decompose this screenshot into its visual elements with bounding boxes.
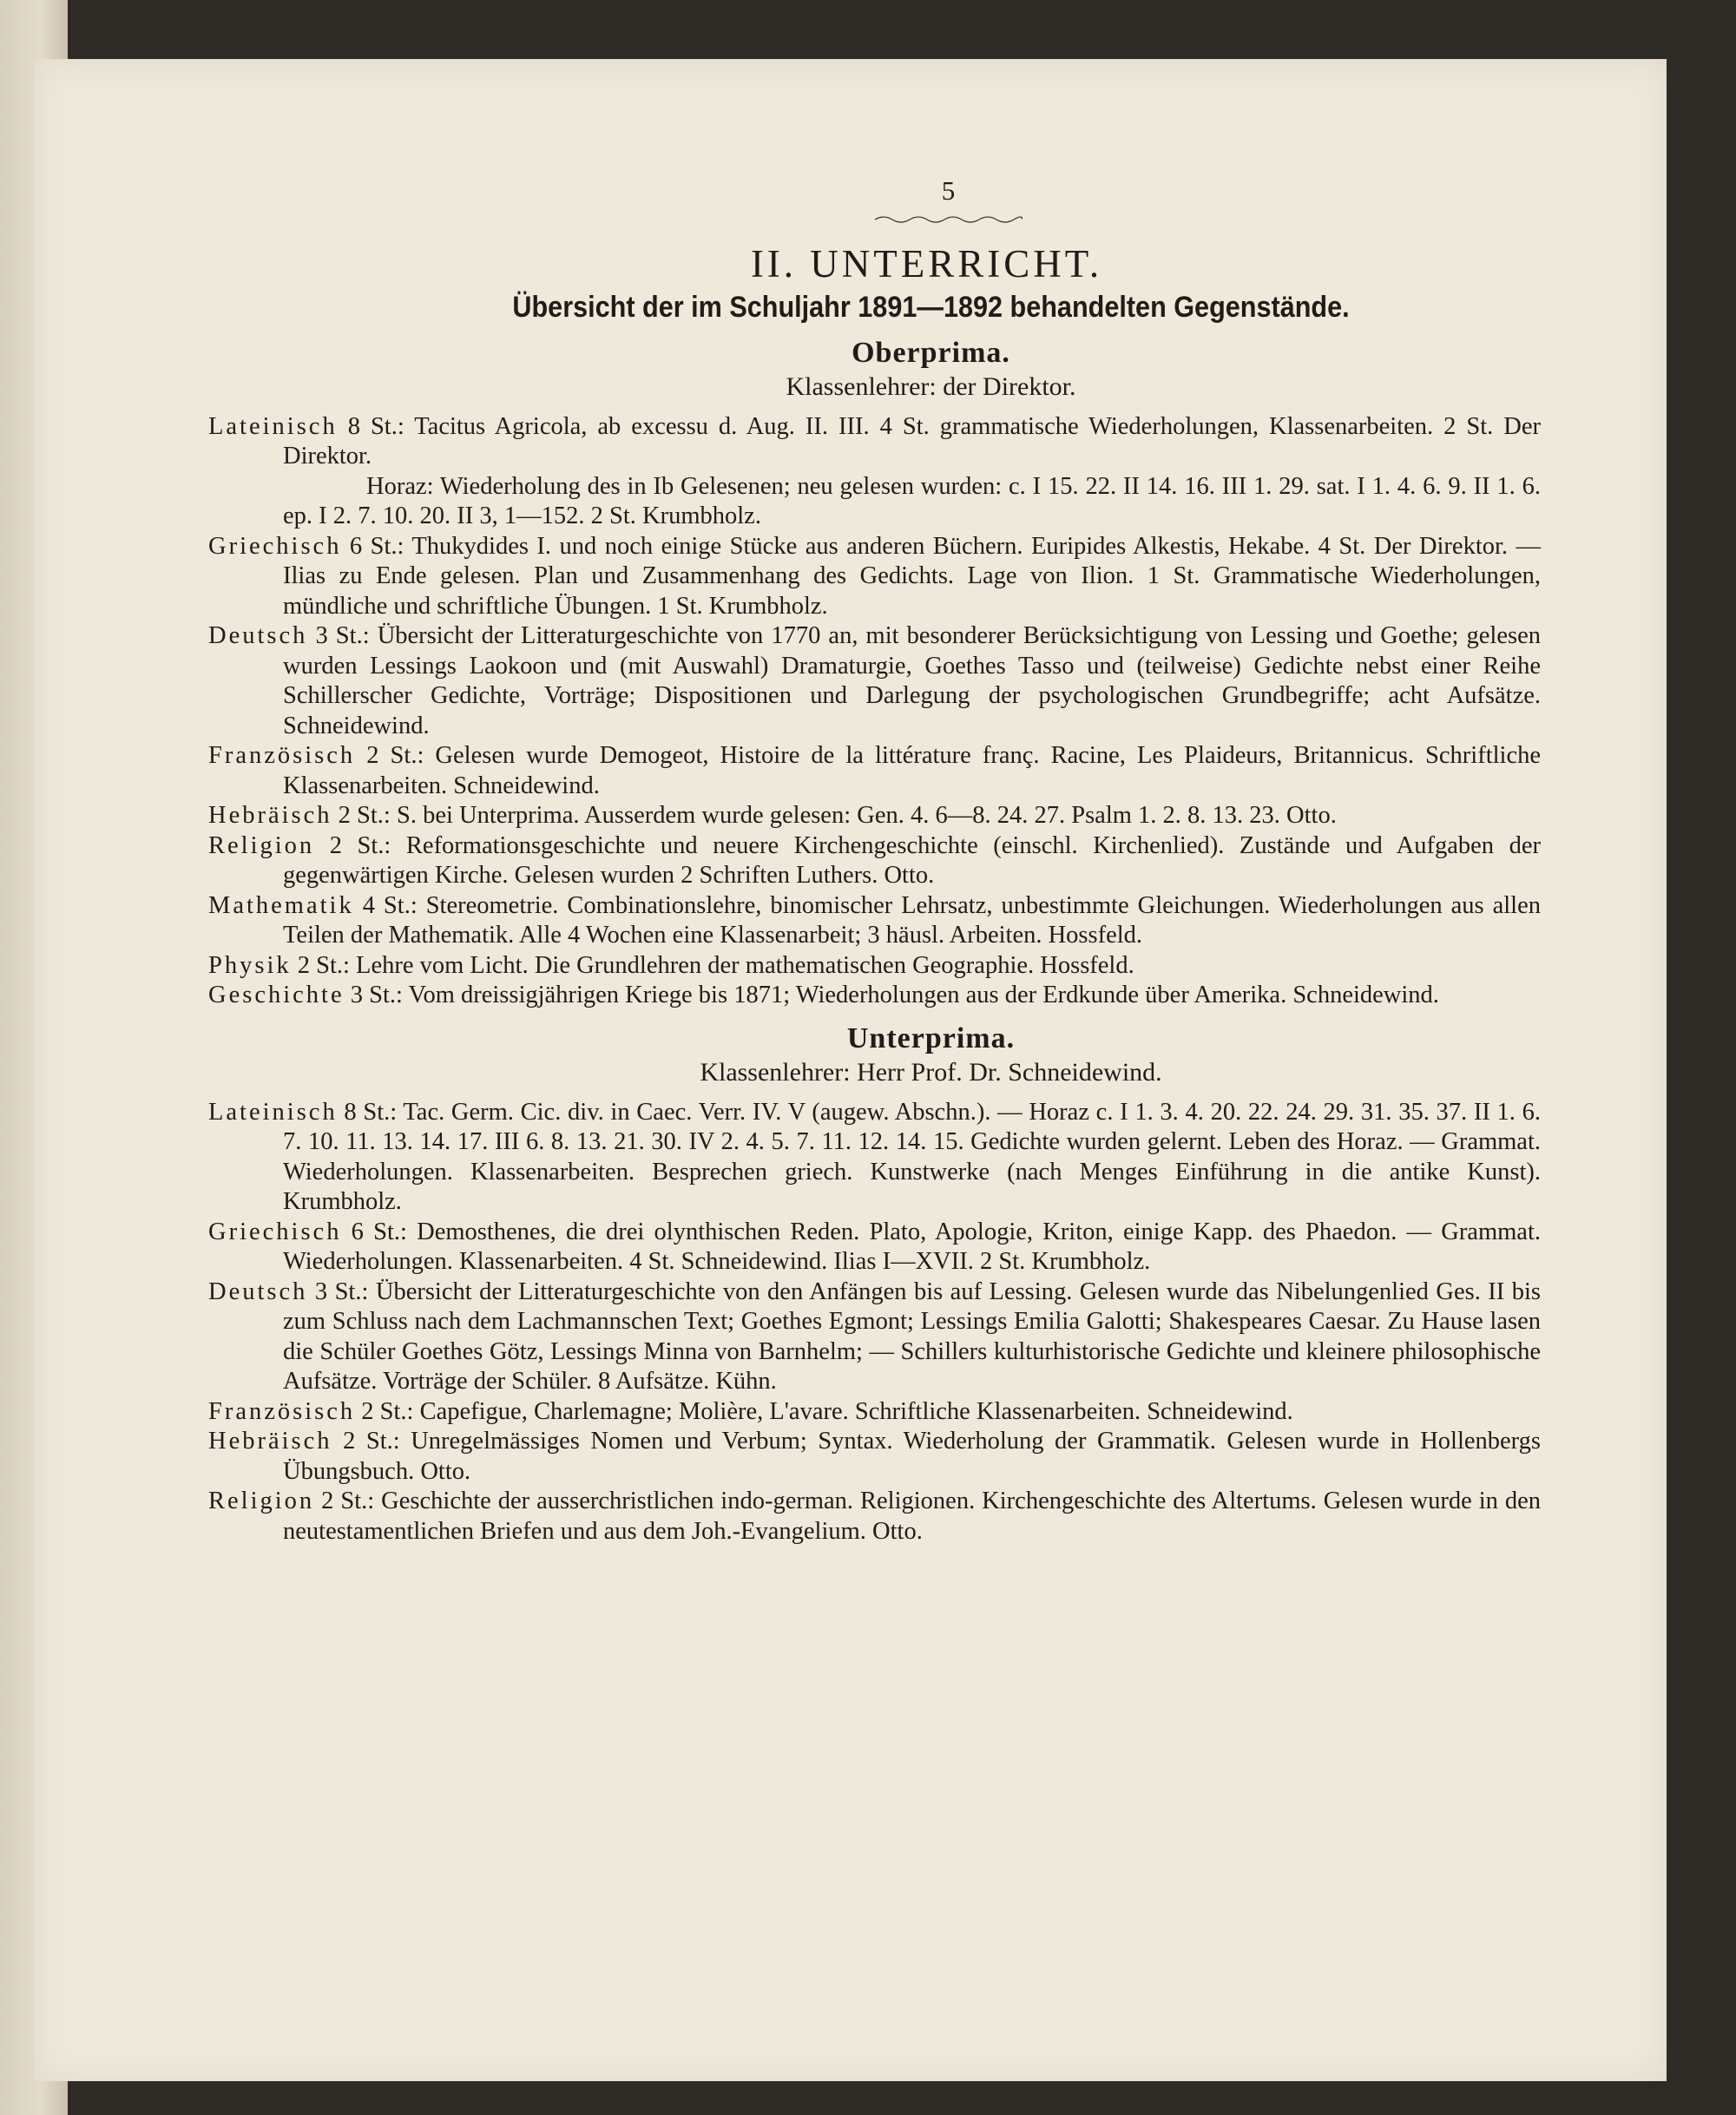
subject-text: 2 St.: S. bei Unterprima. Ausserdem wurde gelesen: Gen. 4. 6—8. 24. 27. Psalm 1. 2. 8. 13. 23. Otto. — [332, 802, 1337, 829]
document-page — [35, 59, 1667, 2081]
wavy-line-icon — [875, 214, 1023, 225]
subject-name: Religion — [208, 831, 315, 859]
subject-text: 2 St.: Geschichte der ausserchristlichen indo-german. Religionen. Kirchengeschichte des Altertums. Gelesen wurde in den neutestamentlichen Briefen und aus dem Joh.-Evangelium. Otto. — [283, 1488, 1541, 1545]
subject-entry — [208, 1427, 1541, 1487]
subject-name: Hebräisch — [208, 1428, 332, 1455]
subject-text: 6 St.: Demosthenes, die drei olynthischen Reden. Plato, Apologie, Kriton, einige Kapp. des Phaedon. — Grammat. Wiederholungen. Klassenarbeiten. 4 St. Schneidewind. Ilias I—XVII. 2 St. Krumbholz. — [283, 1218, 1541, 1275]
class-sections — [208, 336, 1541, 1547]
subject-text: 4 St.: Stereometrie. Combinationslehre, binomischer Lehrsatz, unbestimmte Gleichungen. Wiederholungen aus allen Teilen der Mathematik. Alle 4 Wochen eine Klassenarbeit; 3 häusl. Arbeiten. Hossfeld. — [283, 891, 1541, 949]
class-heading: Oberprima. — [852, 336, 1010, 369]
subject-entry — [208, 472, 1541, 532]
class-teacher: Klassenlehrer: der Direktor. — [786, 371, 1076, 401]
subject-name: Physik — [208, 951, 292, 979]
class-teacher: Klassenlehrer: Herr Prof. Dr. Schneidewind. — [700, 1057, 1162, 1087]
subject-text: 8 St.: Tac. Germ. Cic. div. in Caec. Verr. IV. V (augew. Abschn.). — Horaz c. I 1. 3. 4. 20. 22. 24. 29. 31. 35. 37. II 1. 6. 7. 10. 11. 13. 14. 17. III 6. 8. 13. 21. 30. IV 2. 4. 5. 7. 11. 12. 14. 15. Gedichte wurden gelernt. Leben des Horaz. — Grammat. Wiederholungen. Klassenarbeiten. Besprechen griech. Kunstwerke (nach Menges Einführung in die antike Kunst). Krumbholz. — [283, 1098, 1541, 1215]
page-content — [208, 175, 1541, 1547]
subject-name: Französisch — [208, 742, 356, 769]
subject-name: Deutsch — [208, 1278, 308, 1305]
ornament-divider — [356, 203, 1541, 233]
subject-text: 8 St.: Tacitus Agricola, ab excessu d. Aug. II. III. 4 St. grammatische Wiederholungen, Klassenarbeiten. 2 St. Der Direktor. — [283, 412, 1541, 470]
subject-text: 2 St.: Lehre vom Licht. Die Grundlehren der mathematischen Geographie. Hossfeld. — [291, 951, 1134, 979]
subject-name: Griechisch — [208, 1218, 342, 1245]
subject-text: 2 St.: Gelesen wurde Demogeot, Histoire de la littérature franç. Racine, Les Plaideurs, Britannicus. Schriftliche Klassenarbeiten. Schneidewind. — [283, 742, 1541, 799]
section-title: II. UNTERRICHT. — [750, 241, 1103, 286]
subject-entry — [208, 1397, 1541, 1428]
subject-name: Lateinisch — [208, 412, 338, 440]
subject-entry — [208, 412, 1541, 472]
subject-entry — [208, 951, 1541, 982]
page-number: 5 — [941, 175, 956, 206]
subject-entry — [208, 1278, 1541, 1397]
overview-title: Übersicht der im Schuljahr 1891—1892 behandelten Gegenstände. — [512, 290, 1350, 324]
subject-text: 3 St.: Übersicht der Litteraturgeschichte von 1770 an, mit besonderer Berücksichtigung von Lessing und Goethe; gelesen wurden Lessings Laokoon und (mit Auswahl) Dramaturgie, Goethes Tasso und (teilweise) Gedichte nebst einer Reihe Schillerscher Gedichte, Vorträge; Dispositionen und Darlegung der psychologischen Grundbegriffe; acht Aufsätze. Schneidewind. — [283, 622, 1541, 739]
subject-name: Lateinisch — [208, 1098, 338, 1126]
subject-text: 3 St.: Vom dreissigjährigen Kriege bis 1871; Wiederholungen aus der Erdkunde über Amerika. Schneidewind. — [344, 982, 1439, 1008]
subject-entry — [208, 532, 1541, 622]
subject-name: Hebräisch — [208, 802, 332, 829]
subject-entry — [208, 801, 1541, 831]
subject-text: 2 St.: Unregelmässiges Nomen und Verbum; Syntax. Wiederholung der Grammatik. Gelesen wurde in Hollenbergs Übungsbuch. Otto. — [283, 1428, 1541, 1485]
class-heading: Unterprima. — [846, 1021, 1016, 1054]
subject-name: Religion — [208, 1488, 315, 1514]
subject-name: Mathematik — [208, 891, 354, 919]
subject-name: Deutsch — [208, 622, 308, 649]
subject-name: Französisch — [208, 1397, 356, 1425]
subject-entry — [208, 1098, 1541, 1218]
subject-name: Griechisch — [208, 532, 342, 560]
subject-entry — [208, 891, 1541, 951]
subject-entry — [208, 831, 1541, 891]
subject-text: 2 St.: Reformationsgeschichte und neuere Kirchengeschichte (einschl. Kirchenlied). Zustände und Aufgaben der gegenwärtigen Kirche. Gelesen wurden 2 Schriften Luthers. Otto. — [283, 831, 1541, 889]
subject-name: Geschichte — [208, 982, 345, 1008]
subject-text: 2 St.: Capefigue, Charlemagne; Molière, L'avare. Schriftliche Klassenarbeiten. Schneidewind. — [355, 1397, 1293, 1425]
subject-text: 3 St.: Übersicht der Litteraturgeschichte von den Anfängen bis auf Lessing. Gelesen wurde das Nibelungenlied Ges. II bis zum Schluss nach dem Lachmannschen Text; Goethes Egmont; Lessings Emilia Galotti; Shakespeares Caesar. Zu Hause lasen die Schüler Goethes Götz, Lessings Minna von Barnhelm; — Schillers kulturhistorische Gedichte und kleinere philosophische Aufsätze. Vorträge der Schüler. 8 Aufsätze. Kühn. — [283, 1278, 1541, 1395]
subject-text: 6 St.: Thukydides I. und noch einige Stücke aus anderen Büchern. Euripides Alkestis, Hekabe. 4 St. Der Direktor. — Ilias zu Ende gelesen. Plan und Zusammenhang des Gedichts. Lage von Ilion. 1 St. Grammatische Wiederholungen, mündliche und schriftliche Übungen. 1 St. Krumbholz. — [283, 532, 1541, 620]
subject-entry — [208, 1487, 1541, 1547]
subject-entry — [208, 621, 1541, 741]
subject-entry — [208, 981, 1541, 1011]
subject-entry — [208, 1218, 1541, 1278]
subject-entry — [208, 741, 1541, 801]
subject-text: Horaz: Wiederholung des in Ib Gelesenen; neu gelesen wurden: c. I 15. 22. II 14. 16. III 1. 29. sat. I 1. 4. 6. 9. II 1. 6. ep. I 2. 7. 10. 20. II 3, 1—152. 2 St. Krumbholz. — [283, 472, 1541, 529]
